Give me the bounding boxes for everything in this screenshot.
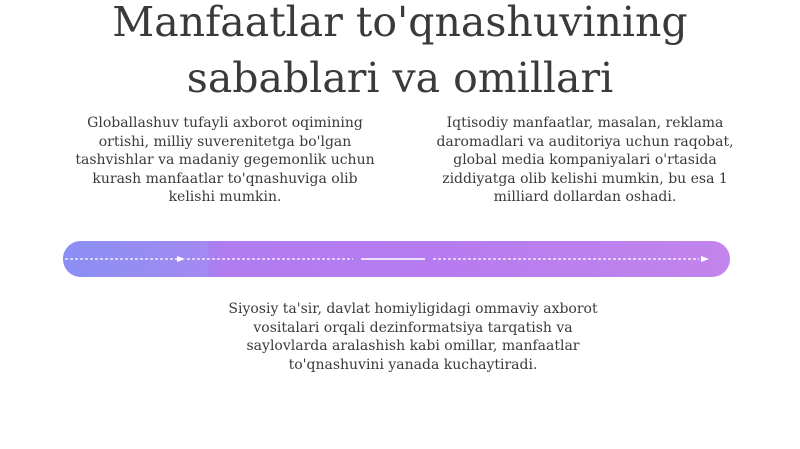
- timeline-line: [63, 241, 730, 277]
- title-line-1: Manfaatlar to'qnashuvining: [112, 0, 688, 46]
- title-line-2: sabablari va omillari: [186, 54, 614, 102]
- text-block-right: Iqtisodiy manfaatlar, masalan, reklama daromadlari va auditoriya uchun raqobat, global media kompaniyalari o'rtasida ziddiyatga olib kelishi mumkin, bu esa 1 milliard dollardan oshadi.: [436, 115, 734, 205]
- slide-title: [0, 0, 800, 106]
- text-block-bottom: Siyosiy ta'sir, davlat homiyligidagi ommaviy axborot vositalari orqali dezinformatsiya tarqatish va saylovlarda aralashish kabi omillar, manfaatlar to'qnashuvini yanada kuchaytiradi.: [228, 301, 598, 373]
- timeline-bar: [63, 241, 730, 277]
- arrow-head-2: [701, 256, 709, 262]
- text-block-left: Globallashuv tufayli axborot oqimining ortishi, milliy suverenitetga bo'lgan tashvishlar va madaniy gegemonlik uchun kurash manfaatlar to'qnashuviga olib kelishi mumkin.: [75, 115, 375, 205]
- arrow-head-1: [177, 256, 185, 262]
